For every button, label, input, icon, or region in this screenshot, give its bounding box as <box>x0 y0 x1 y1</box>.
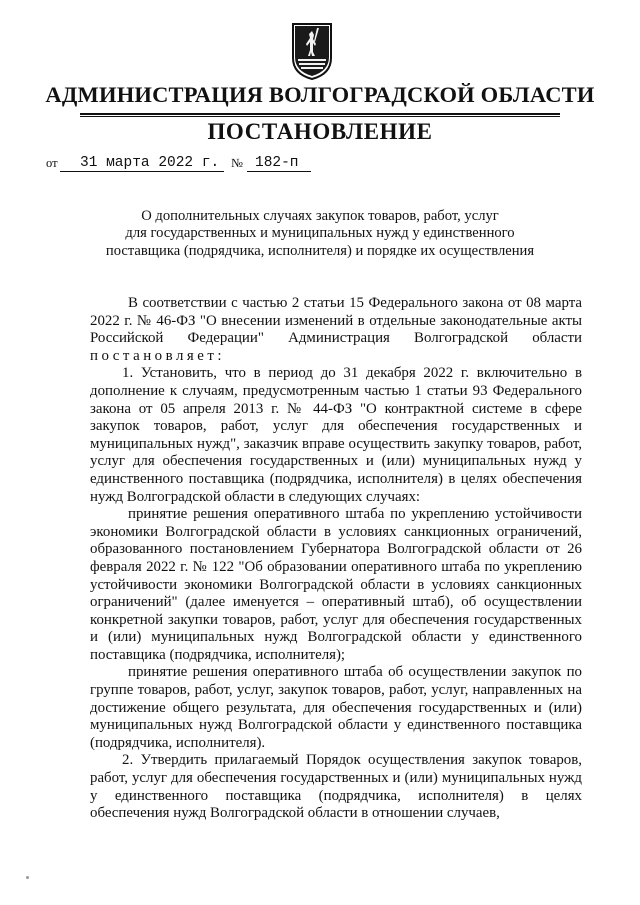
item-1-paragraph: 1. Установить, что в период до 31 декабря 2022 г. включительно в дополнение к случаям, предусмотренным частью 1 статьи 93 Федерального закона от 05 апреля 2013 г. № 44-ФЗ "О контрактной системе в сфере закупок товаров, работ, услуг для обеспечения государственных и муниципальных нужд", заказчик вправе осуществить закупку товаров, работ, услуг для обеспечения государственных и (или) муниципальных нужд у единственного поставщика (подрядчика, исполнителя) в целях обеспечения нужд Волгоградской области в следующих случаях: <box>90 365 582 505</box>
organization-title: АДМИНИСТРАЦИЯ ВОЛГОГРАДСКОЙ ОБЛАСТИ <box>45 82 595 107</box>
document-number: 182-п <box>255 155 299 171</box>
item-1-case-b-paragraph: принятие решения оперативного штаба об осуществлении закупок по группе товаров, работ, услуг, закупок товаров, работ, услуг, направленных на достижение общего результата, для обеспечения государственных и (или) муниципальных нужд Волгоградской области у единственного поставщика (подрядчика, исполнителя). <box>90 664 582 751</box>
date-underline <box>60 171 224 172</box>
number-prefix-label: № <box>231 156 243 170</box>
document-body <box>90 295 582 823</box>
document-date: 31 марта 2022 г. <box>80 155 220 171</box>
document-type: ПОСТАНОВЛЕНИЕ <box>207 119 433 144</box>
subject-line: О дополнительных случаях закупок товаров, работ, услуг <box>141 208 499 224</box>
item-1-case-a-paragraph: принятие решения оперативного штаба по укреплению устойчивости экономики Волгоградской области в условиях санкционных ограничений, образованного постановлением Губернатора Волгоградской области от 26 февраля 2022 г. № 122 "Об образовании оперативного штаба по укреплению устойчивости экономики Волгоградской области в условиях санкционных ограничений" (далее именуется – оперативный штаб), об осуществлении конкретной закупки товаров, работ, услуг для обеспечения государственных и (или) муниципальных нужд Волгоградской области у единственного поставщика (подрядчика, исполнителя); <box>90 506 582 663</box>
subject-line: поставщика (подрядчика, исполнителя) и порядке их осуществления <box>105 242 535 259</box>
number-underline <box>247 171 311 172</box>
item-2-paragraph: 2. Утвердить прилагаемый Порядок осуществления закупок товаров, работ, услуг для обеспечения государственных и (или) муниципальных нужд у единственного поставщика (подрядчика, исполнителя) в целях обеспечения нужд Волгоградской области в отношении случаев, <box>90 752 582 822</box>
scan-speck <box>26 876 29 879</box>
subject-line: для государственных и муниципальных нужд у единственного <box>125 225 515 242</box>
document-subject <box>60 208 580 260</box>
header-divider-thin <box>80 116 560 117</box>
volgograd-coat-of-arms-icon <box>291 22 333 80</box>
preamble-paragraph <box>90 295 582 365</box>
document-meta <box>0 150 640 176</box>
header-divider-thick <box>80 113 560 115</box>
resolves-word: постановляет: <box>90 347 225 364</box>
preamble-text: В соответствии с частью 2 статьи 15 Федерального закона от 08 марта 2022 г. № 46-ФЗ "О внесении изменений в отдельные законодательные акты Российской Федерации" Администрация Волгоградской области <box>90 295 582 347</box>
date-prefix-label: от <box>46 156 58 170</box>
